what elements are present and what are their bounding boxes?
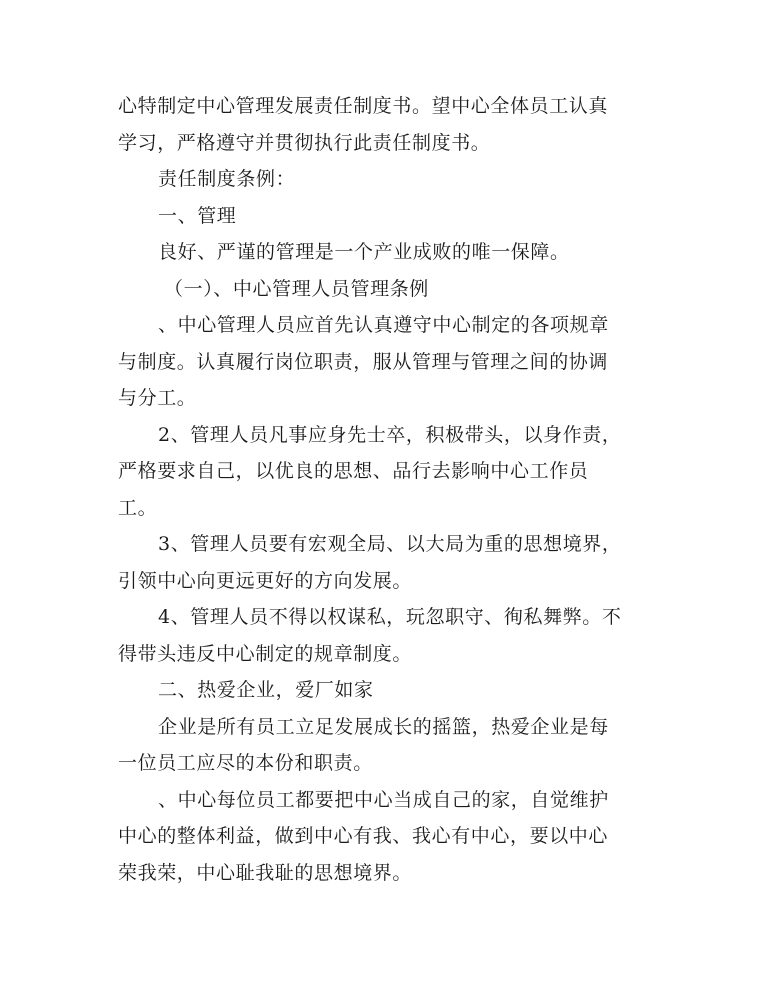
text-line: 良好、严谨的管理是一个产业成败的唯一保障。 bbox=[158, 241, 570, 263]
document-page bbox=[118, 88, 648, 891]
text-line: 心特制定中心管理发展责任制度书。望中心全体员工认真 bbox=[118, 95, 609, 117]
text-line: 引领中心向更远更好的方向发展。 bbox=[118, 569, 413, 592]
text-line: 企业是所有员工立足发展成长的摇篮，热爱企业是每 bbox=[158, 715, 609, 738]
text-line: 一位员工应尽的本份和职责。 bbox=[118, 752, 373, 774]
text-line: 2、管理人员凡事应身先士卒，积极带头，以身作责， bbox=[158, 423, 622, 446]
text-line: 4、管理人员不得以权谋私，玩忽职守、徇私舞弊。不 bbox=[158, 606, 622, 628]
text-line: 、中心每位员工都要把中心当成自己的家，自觉维护 bbox=[158, 788, 609, 811]
text-line: 得带头违反中心制定的规章制度。 bbox=[118, 642, 413, 665]
section-heading: 一、管理 bbox=[158, 204, 237, 227]
text-line: 严格要求自己，以优良的思想、品行去影响中心工作员 bbox=[118, 460, 589, 482]
section-heading: 二、热爱企业，爱厂如家 bbox=[158, 679, 374, 701]
text-line: 荣我荣，中心耻我耻的思想境界。 bbox=[118, 861, 413, 884]
text-line: 与制度。认真履行岗位职责，服从管理与管理之间的协调 bbox=[118, 350, 609, 373]
text-line: 中心的整体利益，做到中心有我、我心有中心，要以中心 bbox=[118, 825, 609, 847]
text-line: 工。 bbox=[118, 496, 158, 519]
text-line: 责任制度条例： bbox=[158, 168, 296, 190]
text-line: 与分工。 bbox=[118, 387, 197, 409]
text-line: 学习，严格遵守并贯彻执行此责任制度书。 bbox=[118, 131, 491, 154]
text-line: 、中心管理人员应首先认真遵守中心制定的各项规章 bbox=[158, 314, 609, 336]
subsection-heading: （一）、中心管理人员管理条例 bbox=[164, 277, 429, 300]
text-line: 3、管理人员要有宏观全局、以大局为重的思想境界， bbox=[158, 533, 622, 555]
